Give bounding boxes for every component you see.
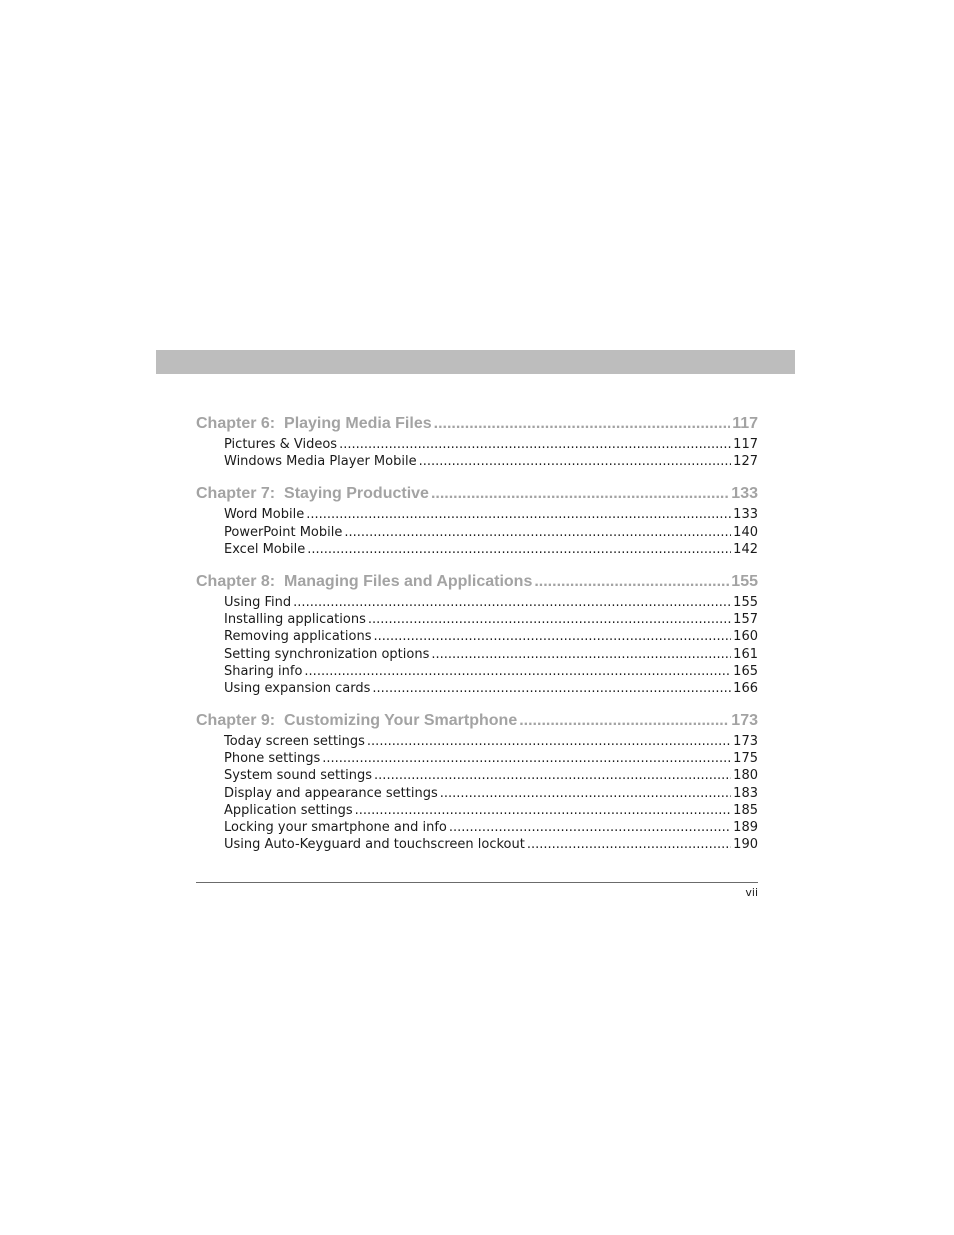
header-bar (156, 350, 795, 374)
dot-leader (373, 629, 731, 644)
toc-chapter-6 (196, 415, 758, 471)
toc-chapter-7 (196, 485, 758, 559)
toc-entry[interactable] (224, 803, 758, 820)
toc-entry[interactable] (224, 612, 758, 629)
toc-entry[interactable] (224, 820, 758, 837)
entry-title: System sound settings (224, 768, 373, 784)
dot-leader (527, 837, 731, 852)
dot-leader (322, 751, 731, 766)
toc-entry[interactable] (224, 507, 758, 524)
toc-entry[interactable] (224, 734, 758, 751)
entry-title: Setting synchronization options (224, 646, 430, 662)
dot-leader (419, 454, 732, 469)
entry-page-number: 142 (733, 541, 758, 557)
dot-leader (431, 647, 731, 662)
entry-title: Using Auto-Keyguard and touchscreen lockout (224, 837, 525, 853)
chapter-title: Chapter 6: Playing Media Files (196, 415, 432, 432)
toc-entry[interactable] (224, 542, 758, 559)
entry-page-number: 183 (733, 785, 758, 801)
entry-title: Installing applications (224, 612, 366, 628)
entry-page-number: 127 (733, 454, 758, 470)
dot-leader (307, 542, 731, 557)
table-of-contents (196, 415, 758, 868)
toc-entry[interactable] (224, 837, 758, 854)
entry-page-number: 140 (733, 524, 758, 540)
entry-page-number: 155 (733, 594, 758, 610)
chapter-title: Chapter 7: Staying Productive (196, 485, 429, 503)
entry-title: Display and appearance settings (224, 785, 438, 801)
dot-leader (534, 573, 729, 591)
entry-page-number: 189 (733, 820, 758, 835)
entry-title: Phone settings (224, 751, 321, 767)
toc-chapter-9 (196, 712, 758, 854)
entry-page-number: 165 (733, 663, 758, 679)
entry-page-number: 160 (733, 629, 758, 645)
entry-page-number: 185 (733, 802, 758, 818)
toc-entry[interactable] (224, 454, 758, 471)
dot-leader (440, 786, 731, 801)
toc-entry[interactable] (224, 786, 758, 803)
toc-entry[interactable] (224, 768, 758, 785)
entry-page-number: 180 (733, 768, 758, 784)
dot-leader (355, 803, 732, 818)
dot-leader (372, 681, 731, 696)
chapter-title: Chapter 9: Customizing Your Smartphone (196, 712, 518, 730)
footer-rule (196, 882, 758, 883)
dot-leader (368, 612, 731, 627)
toc-chapter-8 (196, 573, 758, 698)
entry-page-number: 117 (733, 437, 758, 452)
chapter-heading-link[interactable] (196, 415, 758, 437)
chapter-heading-link[interactable] (196, 573, 758, 595)
entry-page-number: 166 (733, 680, 758, 696)
toc-entry[interactable] (224, 664, 758, 681)
entry-page-number: 173 (733, 734, 758, 750)
entry-title: PowerPoint Mobile (224, 524, 343, 540)
toc-entry[interactable] (224, 629, 758, 646)
toc-entry[interactable] (224, 525, 758, 542)
toc-entry[interactable] (224, 751, 758, 768)
toc-entry[interactable] (224, 647, 758, 664)
dot-leader (434, 415, 731, 433)
chapter-heading-link[interactable] (196, 485, 758, 507)
chapter-page-number: 173 (731, 712, 758, 730)
dot-leader (339, 437, 731, 452)
dot-leader (304, 664, 731, 679)
toc-entry[interactable] (224, 595, 758, 612)
toc-entry[interactable] (224, 437, 758, 454)
entry-title: Using expansion cards (224, 680, 371, 696)
chapter-page-number: 155 (731, 572, 758, 590)
entry-title: Application settings (224, 802, 353, 818)
entry-title: Windows Media Player Mobile (224, 454, 417, 470)
entry-title: Excel Mobile (224, 541, 306, 557)
entry-title: Word Mobile (224, 507, 305, 523)
dot-leader (293, 595, 731, 610)
dot-leader (374, 768, 731, 783)
dot-leader (367, 734, 731, 749)
entry-title: Locking your smartphone and info (224, 820, 447, 835)
chapter-title: Chapter 8: Managing Files and Applications (196, 572, 533, 590)
entry-title: Using Find (224, 594, 292, 610)
dot-leader (431, 485, 729, 503)
entry-title: Pictures & Videos (224, 437, 338, 452)
entry-title: Today screen settings (224, 734, 365, 750)
entry-title: Sharing info (224, 663, 303, 679)
dot-leader (306, 507, 731, 522)
entry-page-number: 190 (733, 837, 758, 853)
entry-page-number: 157 (733, 612, 758, 628)
entry-page-number: 161 (733, 646, 758, 662)
page-folio: vii (745, 886, 758, 899)
toc-entry[interactable] (224, 681, 758, 698)
chapter-heading-link[interactable] (196, 712, 758, 734)
entry-page-number: 175 (733, 751, 758, 767)
entry-page-number: 133 (733, 507, 758, 523)
dot-leader (519, 712, 729, 730)
chapter-page-number: 117 (732, 415, 758, 432)
entry-title: Removing applications (224, 629, 372, 645)
dot-leader (344, 525, 731, 540)
chapter-page-number: 133 (731, 485, 758, 503)
dot-leader (449, 820, 731, 835)
